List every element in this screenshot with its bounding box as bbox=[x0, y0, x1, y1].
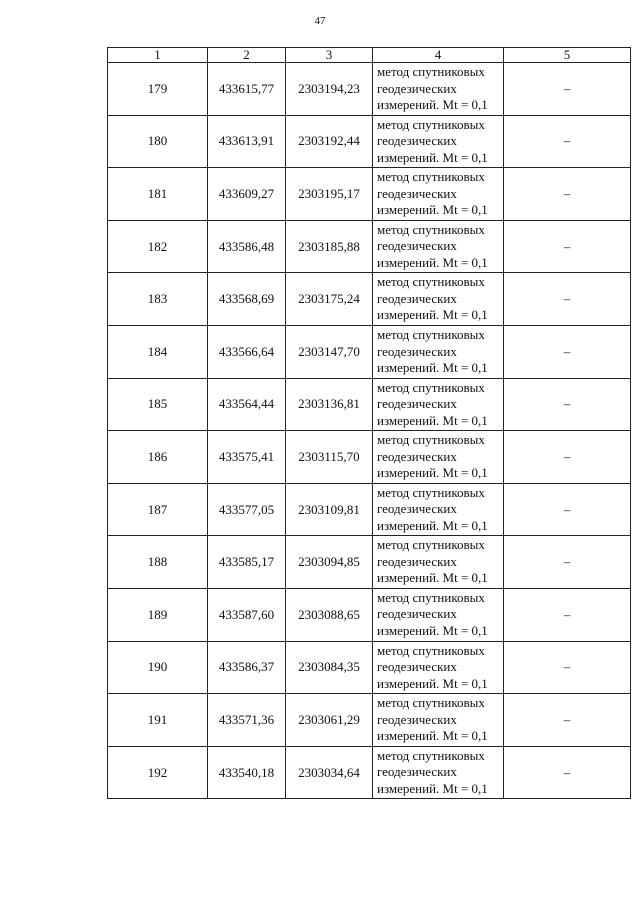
x-coordinate-cell: 433587,60 bbox=[208, 588, 286, 641]
table-row bbox=[108, 325, 631, 378]
table-row bbox=[108, 431, 631, 484]
table-row bbox=[108, 168, 631, 221]
method-cell bbox=[373, 325, 504, 378]
note-cell: – bbox=[504, 588, 631, 641]
table-row bbox=[108, 694, 631, 747]
header-row bbox=[108, 48, 631, 63]
method-line: метод спутниковых bbox=[377, 432, 485, 448]
table-row bbox=[108, 63, 631, 116]
method-line: геодезических bbox=[377, 80, 457, 96]
method-line: метод спутниковых bbox=[377, 747, 485, 763]
method-cell bbox=[373, 115, 504, 168]
method-line: измерений. Mt = 0,1 bbox=[377, 307, 488, 323]
point-number-cell: 185 bbox=[108, 378, 208, 431]
x-coordinate-cell: 433568,69 bbox=[208, 273, 286, 326]
method-line: метод спутниковых bbox=[377, 537, 485, 553]
coordinates-table bbox=[107, 47, 631, 799]
method-line: метод спутниковых bbox=[377, 642, 485, 658]
note-cell: – bbox=[504, 641, 631, 694]
method-line: геодезических bbox=[377, 553, 457, 569]
table-row bbox=[108, 483, 631, 536]
method-line: геодезических bbox=[377, 764, 457, 780]
method-cell bbox=[373, 536, 504, 589]
y-coordinate-cell: 2303115,70 bbox=[286, 431, 373, 484]
method-line: измерений. Mt = 0,1 bbox=[377, 570, 488, 586]
method-line: измерений. Mt = 0,1 bbox=[377, 622, 488, 638]
x-coordinate-cell: 433615,77 bbox=[208, 63, 286, 116]
point-number-cell: 187 bbox=[108, 483, 208, 536]
method-line: измерений. Mt = 0,1 bbox=[377, 202, 488, 218]
method-line: метод спутниковых bbox=[377, 695, 485, 711]
method-line: геодезических bbox=[377, 606, 457, 622]
method-line: геодезических bbox=[377, 448, 457, 464]
point-number-cell: 179 bbox=[108, 63, 208, 116]
point-number-cell: 192 bbox=[108, 746, 208, 799]
x-coordinate-cell: 433585,17 bbox=[208, 536, 286, 589]
method-line: измерений. Mt = 0,1 bbox=[377, 360, 488, 376]
method-line: измерений. Mt = 0,1 bbox=[377, 728, 488, 744]
x-coordinate-cell: 433571,36 bbox=[208, 694, 286, 747]
method-line: измерений. Mt = 0,1 bbox=[377, 517, 488, 533]
note-cell: – bbox=[504, 273, 631, 326]
y-coordinate-cell: 2303061,29 bbox=[286, 694, 373, 747]
method-line: метод спутниковых bbox=[377, 589, 485, 605]
y-coordinate-cell: 2303034,64 bbox=[286, 746, 373, 799]
y-coordinate-cell: 2303136,81 bbox=[286, 378, 373, 431]
note-cell: – bbox=[504, 220, 631, 273]
point-number-cell: 191 bbox=[108, 694, 208, 747]
x-coordinate-cell: 433564,44 bbox=[208, 378, 286, 431]
y-coordinate-cell: 2303147,70 bbox=[286, 325, 373, 378]
note-cell: – bbox=[504, 168, 631, 221]
x-coordinate-cell: 433613,91 bbox=[208, 115, 286, 168]
header-col-1: 1 bbox=[108, 48, 208, 63]
y-coordinate-cell: 2303084,35 bbox=[286, 641, 373, 694]
method-cell bbox=[373, 694, 504, 747]
x-coordinate-cell: 433586,37 bbox=[208, 641, 286, 694]
y-coordinate-cell: 2303109,81 bbox=[286, 483, 373, 536]
point-number-cell: 186 bbox=[108, 431, 208, 484]
method-cell bbox=[373, 273, 504, 326]
table-row bbox=[108, 220, 631, 273]
method-line: геодезических bbox=[377, 659, 457, 675]
method-cell bbox=[373, 746, 504, 799]
table-row bbox=[108, 536, 631, 589]
method-line: измерений. Mt = 0,1 bbox=[377, 675, 488, 691]
method-cell bbox=[373, 588, 504, 641]
method-line: геодезических bbox=[377, 133, 457, 149]
point-number-cell: 183 bbox=[108, 273, 208, 326]
method-line: измерений. Mt = 0,1 bbox=[377, 412, 488, 428]
table-row bbox=[108, 273, 631, 326]
note-cell: – bbox=[504, 63, 631, 116]
y-coordinate-cell: 2303088,65 bbox=[286, 588, 373, 641]
method-cell bbox=[373, 378, 504, 431]
header-col-5: 5 bbox=[504, 48, 631, 63]
y-coordinate-cell: 2303094,85 bbox=[286, 536, 373, 589]
method-line: измерений. Mt = 0,1 bbox=[377, 97, 488, 113]
note-cell: – bbox=[504, 325, 631, 378]
table-row bbox=[108, 588, 631, 641]
point-number-cell: 182 bbox=[108, 220, 208, 273]
point-number-cell: 184 bbox=[108, 325, 208, 378]
method-line: геодезических bbox=[377, 290, 457, 306]
table-row bbox=[108, 378, 631, 431]
header-col-2: 2 bbox=[208, 48, 286, 63]
method-cell bbox=[373, 168, 504, 221]
y-coordinate-cell: 2303175,24 bbox=[286, 273, 373, 326]
note-cell: – bbox=[504, 694, 631, 747]
x-coordinate-cell: 433609,27 bbox=[208, 168, 286, 221]
note-cell: – bbox=[504, 431, 631, 484]
point-number-cell: 190 bbox=[108, 641, 208, 694]
method-cell bbox=[373, 220, 504, 273]
table-header bbox=[108, 48, 631, 63]
x-coordinate-cell: 433586,48 bbox=[208, 220, 286, 273]
method-line: геодезических bbox=[377, 501, 457, 517]
note-cell: – bbox=[504, 483, 631, 536]
table-body bbox=[108, 63, 631, 799]
method-line: метод спутниковых bbox=[377, 484, 485, 500]
method-line: геодезических bbox=[377, 711, 457, 727]
table-row bbox=[108, 641, 631, 694]
x-coordinate-cell: 433575,41 bbox=[208, 431, 286, 484]
point-number-cell: 180 bbox=[108, 115, 208, 168]
method-cell bbox=[373, 431, 504, 484]
method-cell bbox=[373, 63, 504, 116]
x-coordinate-cell: 433540,18 bbox=[208, 746, 286, 799]
method-line: геодезических bbox=[377, 185, 457, 201]
method-line: геодезических bbox=[377, 343, 457, 359]
method-line: метод спутниковых bbox=[377, 379, 485, 395]
method-line: измерений. Mt = 0,1 bbox=[377, 149, 488, 165]
page-number: 47 bbox=[314, 15, 326, 27]
y-coordinate-cell: 2303185,88 bbox=[286, 220, 373, 273]
note-cell: – bbox=[504, 536, 631, 589]
method-line: измерений. Mt = 0,1 bbox=[377, 780, 488, 796]
method-line: измерений. Mt = 0,1 bbox=[377, 254, 488, 270]
method-line: геодезических bbox=[377, 238, 457, 254]
point-number-cell: 189 bbox=[108, 588, 208, 641]
method-line: измерений. Mt = 0,1 bbox=[377, 465, 488, 481]
method-line: метод спутниковых bbox=[377, 169, 485, 185]
note-cell: – bbox=[504, 378, 631, 431]
header-col-4: 4 bbox=[373, 48, 504, 63]
table-row bbox=[108, 746, 631, 799]
method-line: метод спутниковых bbox=[377, 64, 485, 80]
method-line: метод спутниковых bbox=[377, 274, 485, 290]
method-line: геодезических bbox=[377, 396, 457, 412]
note-cell: – bbox=[504, 115, 631, 168]
point-number-cell: 188 bbox=[108, 536, 208, 589]
point-number-cell: 181 bbox=[108, 168, 208, 221]
table-row bbox=[108, 115, 631, 168]
y-coordinate-cell: 2303195,17 bbox=[286, 168, 373, 221]
note-cell: – bbox=[504, 746, 631, 799]
y-coordinate-cell: 2303194,23 bbox=[286, 63, 373, 116]
method-line: метод спутниковых bbox=[377, 327, 485, 343]
method-cell bbox=[373, 641, 504, 694]
y-coordinate-cell: 2303192,44 bbox=[286, 115, 373, 168]
header-col-3: 3 bbox=[286, 48, 373, 63]
method-line: метод спутниковых bbox=[377, 116, 485, 132]
method-line: метод спутниковых bbox=[377, 221, 485, 237]
method-cell bbox=[373, 483, 504, 536]
x-coordinate-cell: 433577,05 bbox=[208, 483, 286, 536]
x-coordinate-cell: 433566,64 bbox=[208, 325, 286, 378]
